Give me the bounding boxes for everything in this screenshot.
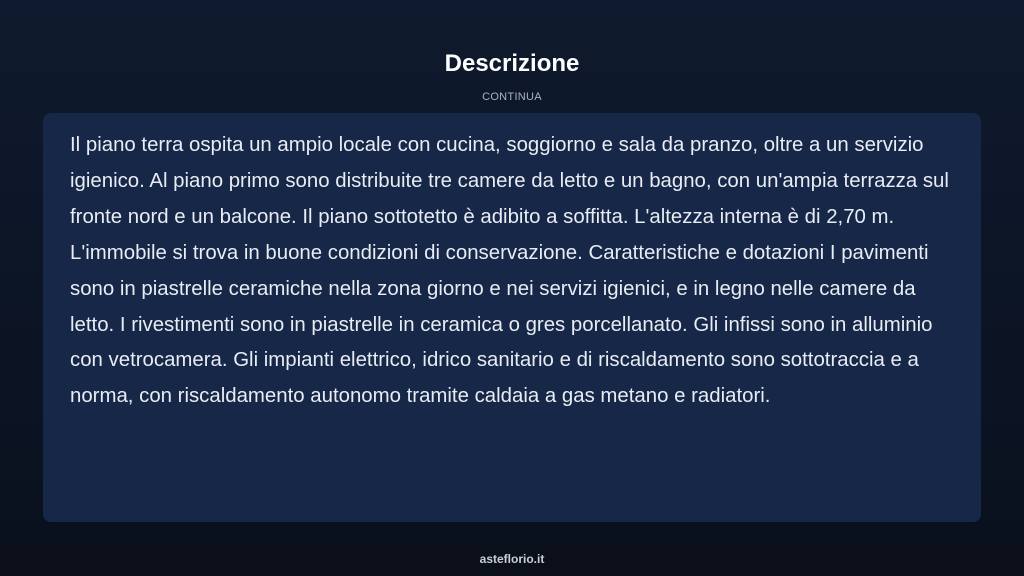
page-title: Descrizione: [444, 50, 580, 77]
footer-bar: [0, 543, 1024, 576]
footer-site-name: asteflorio.it: [479, 552, 545, 566]
continue-link[interactable]: CONTINUA: [482, 91, 542, 103]
description-card: [43, 113, 981, 522]
page-header: [0, 48, 1024, 104]
description-text: Il piano terra ospita un ampio locale con cucina, soggiorno e sala da pranzo, oltre a un servizio igienico. Al piano primo sono distribuite tre camere da letto e un bagno, con un'ampia terrazza sul fronte nord e un balcone. Il piano sottotetto è adibito a soffitta. L'altezza interna è di 2,70 m. L'immobile si trova in buone condizioni di conservazione. Caratteristiche e dotazioni I pavimenti sono in piastrelle ceramiche nella zona giorno e nei servizi igienici, e in legno nelle camere da letto. I rivestimenti sono in piastrelle in ceramica o gres porcellanato. Gli infissi sono in alluminio con vetrocamera. Gli impianti elettrico, idrico sanitario e di riscaldamento sono sottotraccia e a norma, con riscaldamento autonomo tramite caldaia a gas metano e radiatori.: [70, 134, 949, 408]
